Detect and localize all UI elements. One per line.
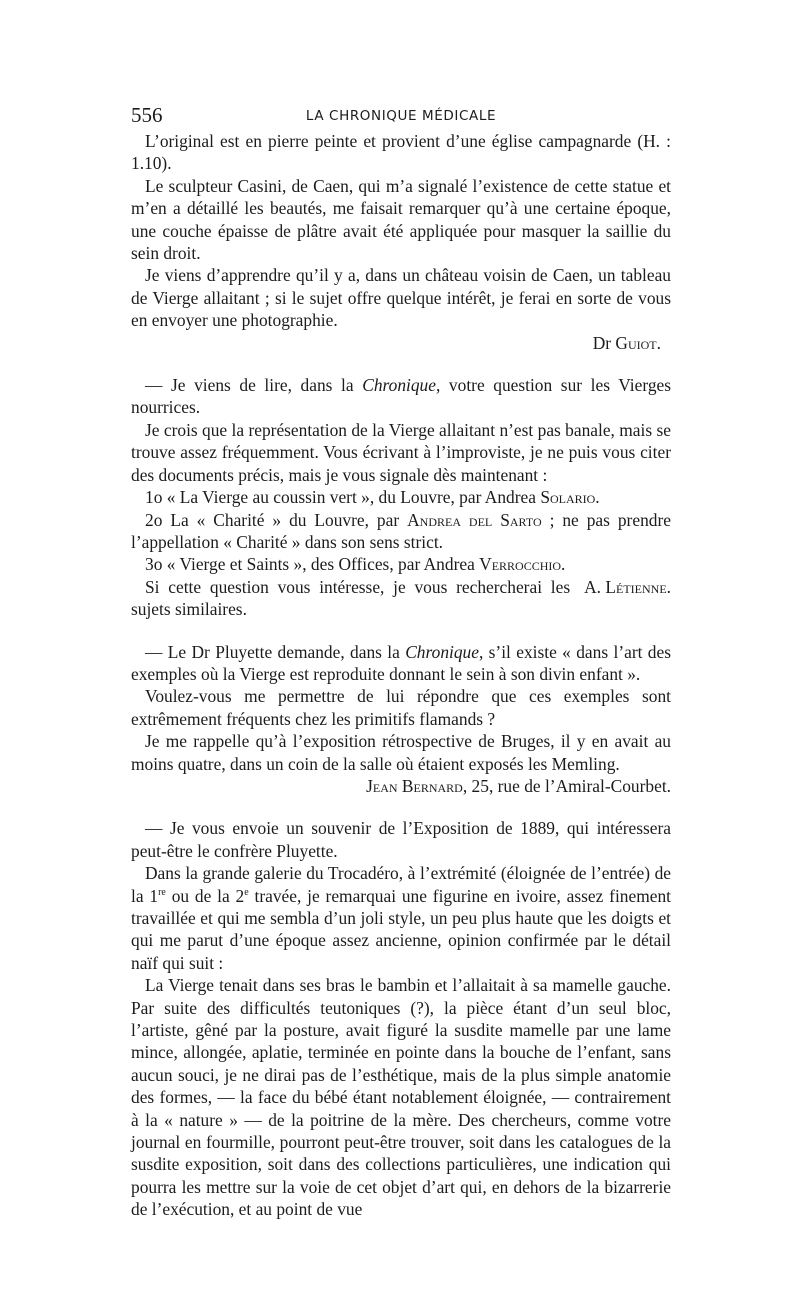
page [131,104,671,1221]
artist-name: Andrea del Sarto [407,509,542,530]
paragraph [131,374,671,419]
journal-title: Chronique [405,641,479,662]
text-run: , s’il existe « dans l’art des exemples où la Vierge est reproduite donnant le sein à son divin enfant ». [131,641,671,684]
text-run: travée, je remarquai une figurine en ivoire, assez finement travaillée et qui me sembla d’un joli style, un peu plus haute que les doigts et qui me parut d’une époque assez ancienne, opinion confirmée par le détail naïf qui suit : [131,885,671,973]
paragraph: Je me rappelle qu’à l’exposition rétrospective de Bruges, il y en avait au moins quatre, dans un coin de la salle où étaient exposés les Memling. [131,731,671,774]
paragraph: Voulez-vous me permettre de lui répondre que ces exemples sont extrêmement fréquents chez les primitifs flamands ? [131,686,671,729]
signature: A. Létienne. [584,576,671,597]
signature-title: Dr [592,332,612,353]
paragraph: La Vierge tenait dans ses bras le bambin et l’allaitait à sa mamelle gauche. Par suite des difficultés teutoniques (?), la pièce étant d’un seul bloc, l’artiste, gêné par la posture, avait figuré la susdite mamelle par une lame mince, allongée, aplatie, terminée en pointe dans la bouche de l’enfant, sans aucun souci, je ne dirai pas de l’esthétique, mais de la plus simple anatomie des formes, — la face du bébé étant notablement éloignée, — contrairement à la « nature » — de la poitrine de la mère. Des chercheurs, comme votre journal en fourmille, pourront peut-être trouver, soit dans les catalogues de la susdite exposition, soit dans des collections particulières, une indication qui pourra les mettre sur la voie de cet objet d’art qui, en dehors de la bizarrerie de l’exécution, et au point de vue [131,975,671,1220]
text-run: — Je viens de lire, dans la [145,375,363,396]
text-run: Pluyette demande, dans la [209,641,406,662]
running-title: LA CHRONIQUE MÉDICALE [305,108,497,124]
paragraph [131,641,671,686]
list-item [131,509,671,554]
paragraph: Je crois que la représentation de la Vierge allaitant n’est pas banale, mais se trouve assez fréquemment. Vous écrivant à l’improviste, je ne puis vous citer des documents précis, mais je vous signale dès maintenant : [131,419,671,485]
paragraph [131,576,671,621]
letter-exposition-1889 [131,817,671,1220]
list-number: 3o [145,554,163,575]
signature-address: 25, rue de l’Amiral-Courbet. [467,775,671,796]
superscript: re [158,886,166,898]
text-run: « La Vierge au coussin vert », du Louvre, par Andrea [166,487,541,508]
list-number: 1o [145,487,163,508]
paragraph [131,862,671,974]
paragraph: L’original est en pierre peinte et provient d’une église campagnarde (H. : 1.10). [131,131,671,174]
text-run: , votre question sur les Vierges nourrices. [131,375,672,418]
text-run: La « Charité » du Louvre, par [170,509,408,530]
signature [131,332,671,354]
text-run: — Le [145,641,192,662]
signature [131,775,671,797]
letter-bernard [131,641,671,798]
paragraph: Le sculpteur Casini, de Caen, qui m’a signalé l’existence de cette statue et m’en a détaillé les beautés, me faisait remarquer qu’à une certaine époque, une couche épaisse de plâtre avait été appliquée pour masquer la saillie du sein droit. [131,175,671,264]
superscript: e [244,886,249,898]
journal-title: Chronique [362,375,436,396]
list-number: 2o [145,509,163,530]
title-abbrev: Dr [191,641,210,662]
artist-name: Solario. [540,487,600,508]
text-run: Dans la grande galerie du Trocadéro, à l’extrémité (éloignée de l’entrée) de la 1 [131,863,671,906]
list-item [131,486,671,508]
list-item [131,553,671,575]
artist-name: Verrocchio. [479,554,566,575]
paragraph: — Je vous envoie un souvenir de l’Exposition de 1889, qui intéressera peut-être le confrère Pluyette. [131,818,671,861]
text-run: ; ne pas prendre l’appellation « Charité » dans son sens strict. [131,509,671,552]
text-run: « Vierge et Saints », des Offices, par Andrea [166,554,480,575]
paragraph: Je viens d’apprendre qu’il y a, dans un château voisin de Caen, un tableau de Vierge allaitant ; si le sujet offre quelque intérêt, je ferai en sorte de vous en envoyer une photographie. [131,265,671,331]
letter-guiot [131,130,671,354]
text-run: ou de la 2 [165,885,245,906]
text-run: Si cette question vous intéresse, je vous rechercherai les sujets similaires. [131,576,571,620]
signature-name: Guiot. [615,332,661,353]
signature-name: Jean Bernard, [366,775,468,796]
letter-letienne [131,374,671,620]
page-header [131,104,671,126]
page-number: 556 [131,103,163,127]
